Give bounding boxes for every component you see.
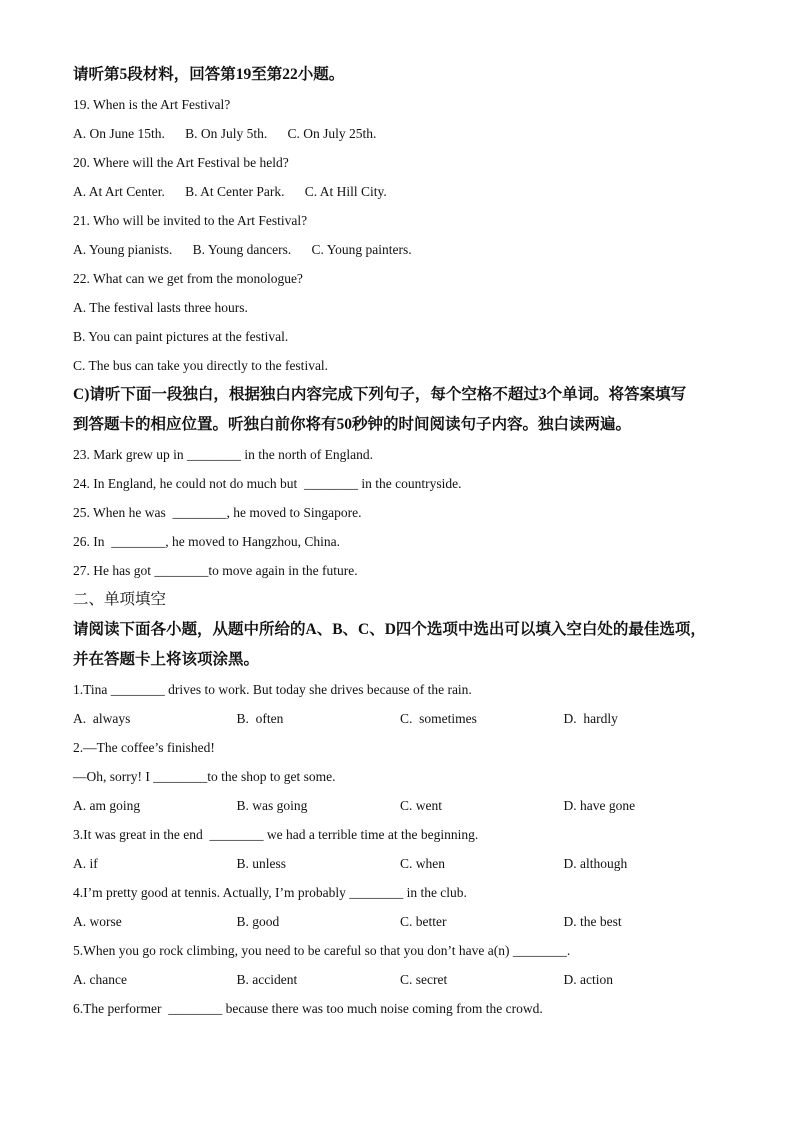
sentence-25: 25. When he was ________, he moved to Singapore. [73, 505, 362, 520]
sentence-27: 27. He has got ________to move again in the future. [73, 563, 358, 578]
option-d: D. action [563, 972, 613, 987]
question-20: 20. Where will the Art Festival be held? [73, 155, 289, 170]
mc-question-2-reply: —Oh, sorry! I ________to the shop to get some. [73, 769, 336, 784]
option-c: C. secret [400, 972, 448, 987]
option-a: A. am going [73, 798, 141, 813]
option-b: B. accident [236, 972, 298, 987]
option-a: A. chance [73, 972, 127, 987]
question-19: 19. When is the Art Festival? [73, 97, 231, 112]
option-b: B. good [236, 914, 280, 929]
mc-question-2: 2.—The coffee’s finished! [73, 740, 215, 755]
option-c: C. sometimes [400, 711, 477, 726]
option-a: A. always [73, 711, 131, 726]
question-22-option-a: A. The festival lasts three hours. [73, 300, 248, 315]
question-21: 21. Who will be invited to the Art Festival? [73, 213, 308, 228]
sentence-24: 24. In England, he could not do much but ________ in the countryside. [73, 476, 462, 491]
partc-instruction-1: C)请听下面一段独白，根据独白内容完成下列句子，每个空格不超过3个单词。将答案填写 [73, 386, 687, 403]
option-d: D. have gone [563, 798, 636, 813]
mc-question-2-options [73, 791, 753, 820]
section-instruction-1: 请阅读下面各小题，从题中所给的A、B、C、D四个选项中选出可以填入空白处的最佳选项， [73, 621, 706, 638]
option-c: C. when [400, 856, 445, 871]
question-22-option-c: C. The bus can take you directly to the festival. [73, 358, 329, 373]
mc-question-4-options [73, 907, 753, 936]
mc-question-3: 3.It was great in the end ________ we had a terrible time at the beginning. [73, 827, 479, 842]
mc-question-6: 6.The performer ________ because there was too much noise coming from the crowd. [73, 1001, 543, 1016]
option-c: C. went [400, 798, 442, 813]
option-b: B. unless [236, 856, 287, 871]
mc-question-4: 4.I’m pretty good at tennis. Actually, I’m probably ________ in the club. [73, 885, 467, 900]
question-22-option-b: B. You can paint pictures at the festival. [73, 329, 289, 344]
mc-question-3-options [73, 849, 753, 878]
exam-page [73, 60, 753, 1023]
question-22: 22. What can we get from the monologue? [73, 271, 303, 286]
option-d: D. hardly [563, 711, 618, 726]
mc-question-5: 5.When you go rock climbing, you need to be careful so that you don’t have a(n) ________. [73, 943, 571, 958]
sentence-23: 23. Mark grew up in ________ in the north of England. [73, 447, 373, 462]
option-d: D. the best [563, 914, 622, 929]
mc-question-5-options [73, 965, 753, 994]
sentence-26: 26. In ________, he moved to Hangzhou, China. [73, 534, 340, 549]
option-b: B. often [236, 711, 284, 726]
mc-question-1: 1.Tina ________ drives to work. But today she drives because of the rain. [73, 682, 472, 697]
section-title: 二、单项填空 [73, 591, 167, 608]
question-19-options: A. On June 15th. B. On July 5th. C. On July 25th. [73, 126, 377, 141]
section-instruction-2: 并在答题卡上将该项涂黑。 [73, 651, 260, 668]
option-b: B. was going [236, 798, 308, 813]
option-c: C. better [400, 914, 447, 929]
option-a: A. worse [73, 914, 122, 929]
option-d: D. although [563, 856, 628, 871]
question-20-options: A. At Art Center. B. At Center Park. C. At Hill City. [73, 184, 387, 199]
listening5-header: 请听第5段材料，回答第19至第22小题。 [73, 66, 345, 83]
question-21-options: A. Young pianists. B. Young dancers. C. Young painters. [73, 242, 412, 257]
partc-instruction-2: 到答题卡的相应位置。听独白前你将有50秒钟的时间阅读句子内容。独白读两遍。 [73, 416, 632, 433]
mc-question-1-options [73, 704, 753, 733]
option-a: A. if [73, 856, 98, 871]
